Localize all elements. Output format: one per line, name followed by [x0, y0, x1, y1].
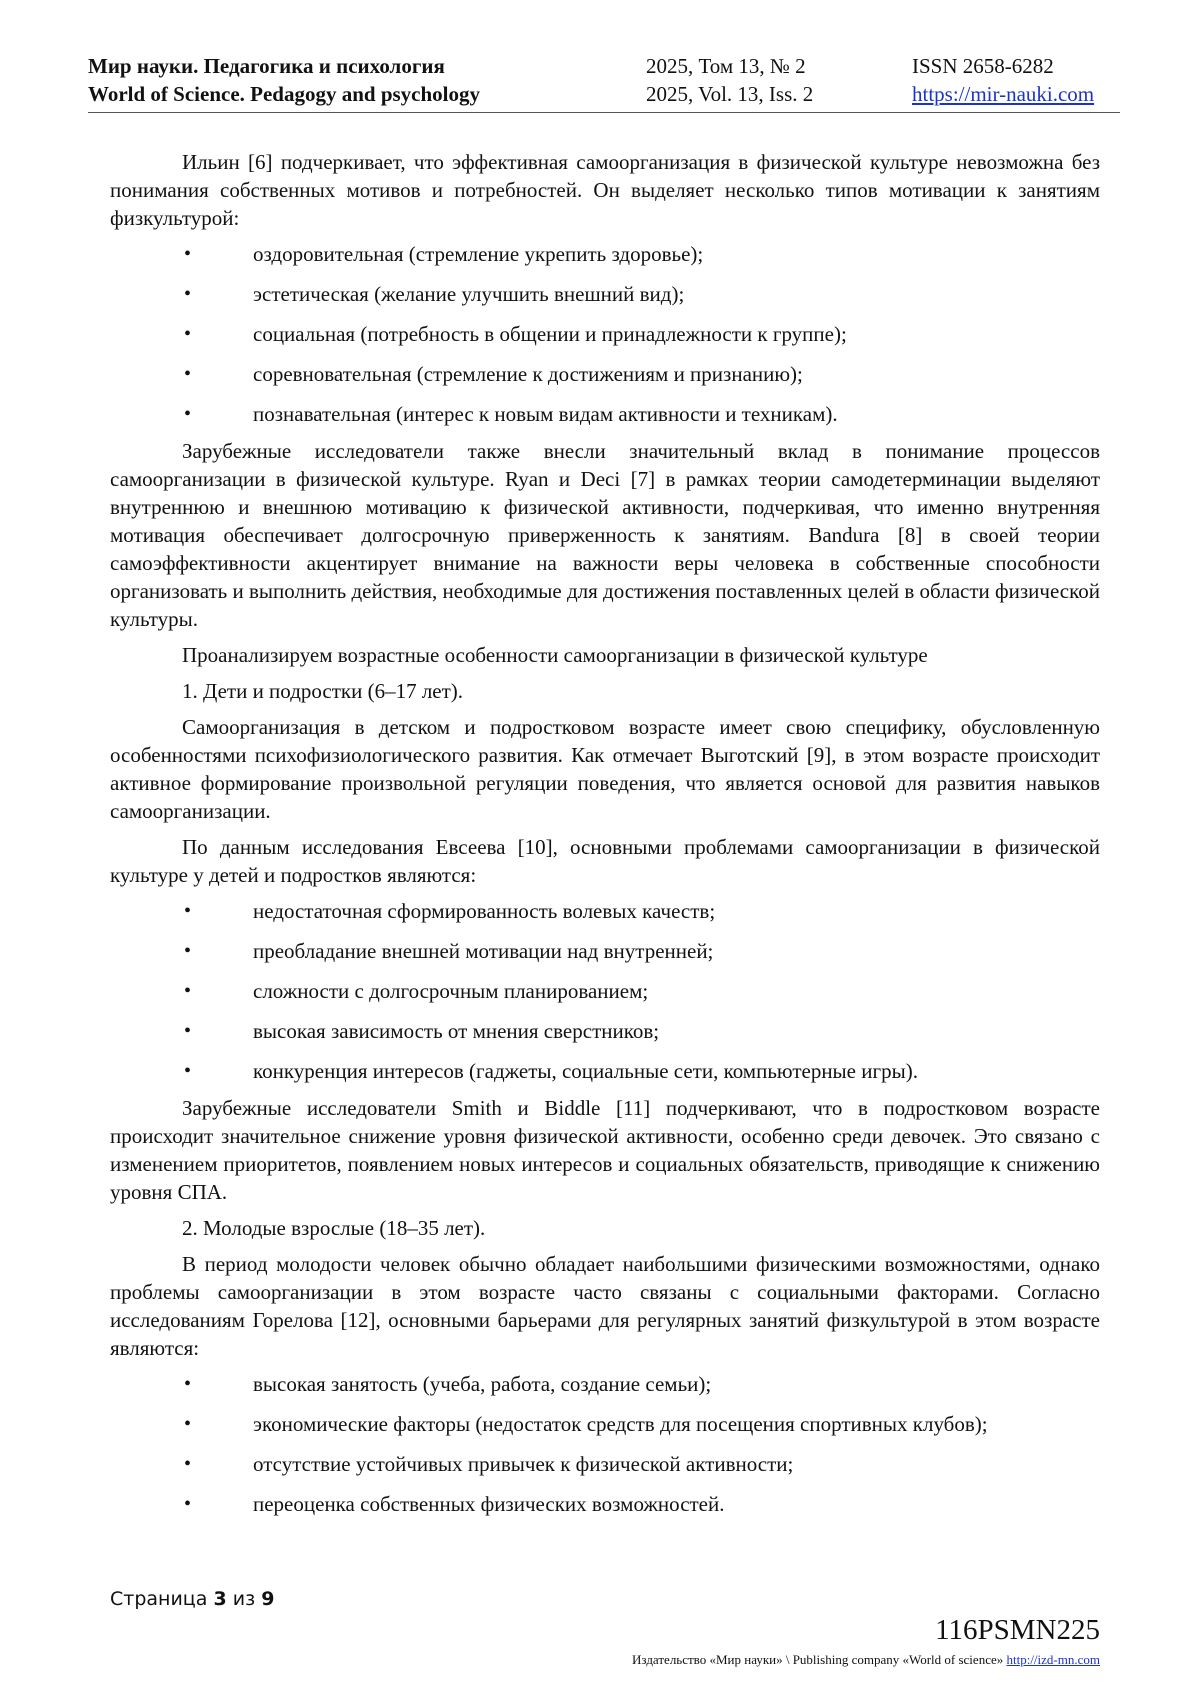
- issue-block: [646, 52, 813, 108]
- section-heading-children: 1. Дети и подростки (6–17 лет).: [182, 679, 464, 703]
- paragraph-age-analysis: Проанализируем возрастные особенности самоорганизации в физической культуре: [182, 643, 928, 667]
- bullet-icon: •: [184, 1373, 192, 1395]
- list-item: • переоценка собственных физических возможностей.: [184, 1492, 725, 1516]
- list-item: • соревновательная (стремление к достижениям и признанию);: [184, 362, 803, 386]
- children-problems-list: [110, 897, 1100, 1088]
- list-item: • конкуренция интересов (гаджеты, социальные сети, компьютерные игры).: [184, 1059, 918, 1083]
- publisher-line: [632, 1652, 1100, 1668]
- list-item: • оздоровительная (стремление укрепить здоровье);: [184, 242, 704, 266]
- list-item: • экономические факторы (недостаток средств для посещения спортивных клубов);: [184, 1412, 988, 1436]
- list-item: • социальная (потребность в общении и принадлежности к группе);: [184, 322, 847, 346]
- list-item: • познавательная (интерес к новым видам активности и техникам).: [184, 402, 838, 426]
- section-heading-young-adults: 2. Молодые взрослые (18–35 лет).: [182, 1216, 486, 1240]
- paragraph-smith-biddle: Зарубежные исследователи Smith и Biddle [11] подчеркивают, что в подростковом возрасте происходит значительное снижение уровня физической активности, особенно среди девочек. Это связано с изменением приоритетов, появлением новых интересов и социальных обязательств, приводящие к снижению уровня СПА.: [110, 1096, 1100, 1204]
- bullet-icon: •: [184, 243, 192, 265]
- list-item: • высокая занятость (учеба, работа, создание семьи);: [184, 1372, 712, 1396]
- bullet-icon: •: [184, 940, 192, 962]
- bullet-icon: •: [184, 1453, 192, 1475]
- issue-ru: 2025, Том 13, № 2: [646, 54, 806, 78]
- list-item: • высокая зависимость от мнения сверстников;: [184, 1019, 660, 1043]
- bullet-icon: •: [184, 980, 192, 1002]
- paragraph-foreign-researchers: Зарубежные исследователи также внесли значительный вклад в понимание процессов самоорганизации в физической культуре. Ryan и Deci [7] в рамках теории самодетерминации выделяют внутреннюю и внешнюю мотивацию к физической активности, подчеркивая, что именно внутренняя мотивация обеспечивает долгосрочную приверженность к занятиям. Bandura [8] в своей теории самоэффективности акцентирует внимание на важности веры человека в собственные способности организовать и выполнить действия, необходимые для достижения поставленных целей в области физической культуры.: [110, 439, 1100, 631]
- page-header: [88, 52, 1120, 113]
- bullet-icon: •: [184, 900, 192, 922]
- young-adults-barriers-list: [110, 1370, 1100, 1521]
- bullet-icon: •: [184, 283, 192, 305]
- journal-url-link[interactable]: https://mir-nauki.com: [912, 82, 1095, 106]
- bullet-icon: •: [184, 363, 192, 385]
- paragraph-children-specifics: Самоорганизация в детском и подростковом возрасте имеет свою специфику, обусловленную особенностями психофизиологического развития. Как отмечает Выготский [9], в этом возрасте происходит активное формирование произвольной регуляции поведения, что является основой для развития навыков самоорганизации.: [110, 715, 1100, 823]
- paragraph-young-adults: В период молодости человек обычно обладает наибольшими физическими возможностями, однако проблемы самоорганизации в этом возрасте часто связаны с социальными факторами. Согласно исследованиям Горелова [12], основными барьерами для регулярных занятий физкультурой в этом возрасте являются:: [110, 1252, 1100, 1360]
- bullet-icon: •: [184, 403, 192, 425]
- bullet-icon: •: [184, 323, 192, 345]
- list-item: • преобладание внешней мотивации над внутренней;: [184, 939, 714, 963]
- bullet-icon: •: [184, 1493, 192, 1515]
- bullet-icon: •: [184, 1020, 192, 1042]
- issn: ISSN 2658-6282: [912, 54, 1054, 78]
- list-item: • сложности с долгосрочным планированием;: [184, 979, 649, 1003]
- bullet-icon: •: [184, 1413, 192, 1435]
- issue-en: 2025, Vol. 13, Iss. 2: [646, 82, 814, 106]
- article-code: 116PSMN225: [935, 1614, 1100, 1646]
- list-item: • эстетическая (желание улучшить внешний вид);: [184, 282, 685, 306]
- motivation-types-list: [110, 240, 1100, 431]
- journal-title-ru: Мир науки. Педагогика и психология: [88, 54, 445, 78]
- journal-title-en: World of Science. Pedagogy and psychology: [88, 82, 481, 106]
- article-body: [110, 148, 1100, 1527]
- bullet-icon: •: [184, 1060, 192, 1082]
- paragraph-evseev: По данным исследования Евсеева [10], основными проблемами самоорганизации в физической культуре у детей и подростков являются:: [110, 835, 1100, 887]
- publisher-text: Издательство «Мир науки» \ Publishing company «World of science»: [632, 1652, 1004, 1667]
- journal-title-block: [88, 52, 480, 108]
- list-item: • отсутствие устойчивых привычек к физической активности;: [184, 1452, 794, 1476]
- paragraph-ilyin: Ильин [6] подчеркивает, что эффективная самоорганизация в физической культуре невозможна без понимания собственных мотивов и потребностей. Он выделяет несколько типов мотивации к занятиям физкультурой:: [110, 150, 1100, 230]
- list-item: • недостаточная сформированность волевых качеств;: [184, 899, 716, 923]
- issn-block: [912, 52, 1094, 108]
- page-number: Страница 3 из 9: [110, 1588, 275, 1610]
- publisher-url-link[interactable]: http://izd-mn.com: [1006, 1652, 1100, 1667]
